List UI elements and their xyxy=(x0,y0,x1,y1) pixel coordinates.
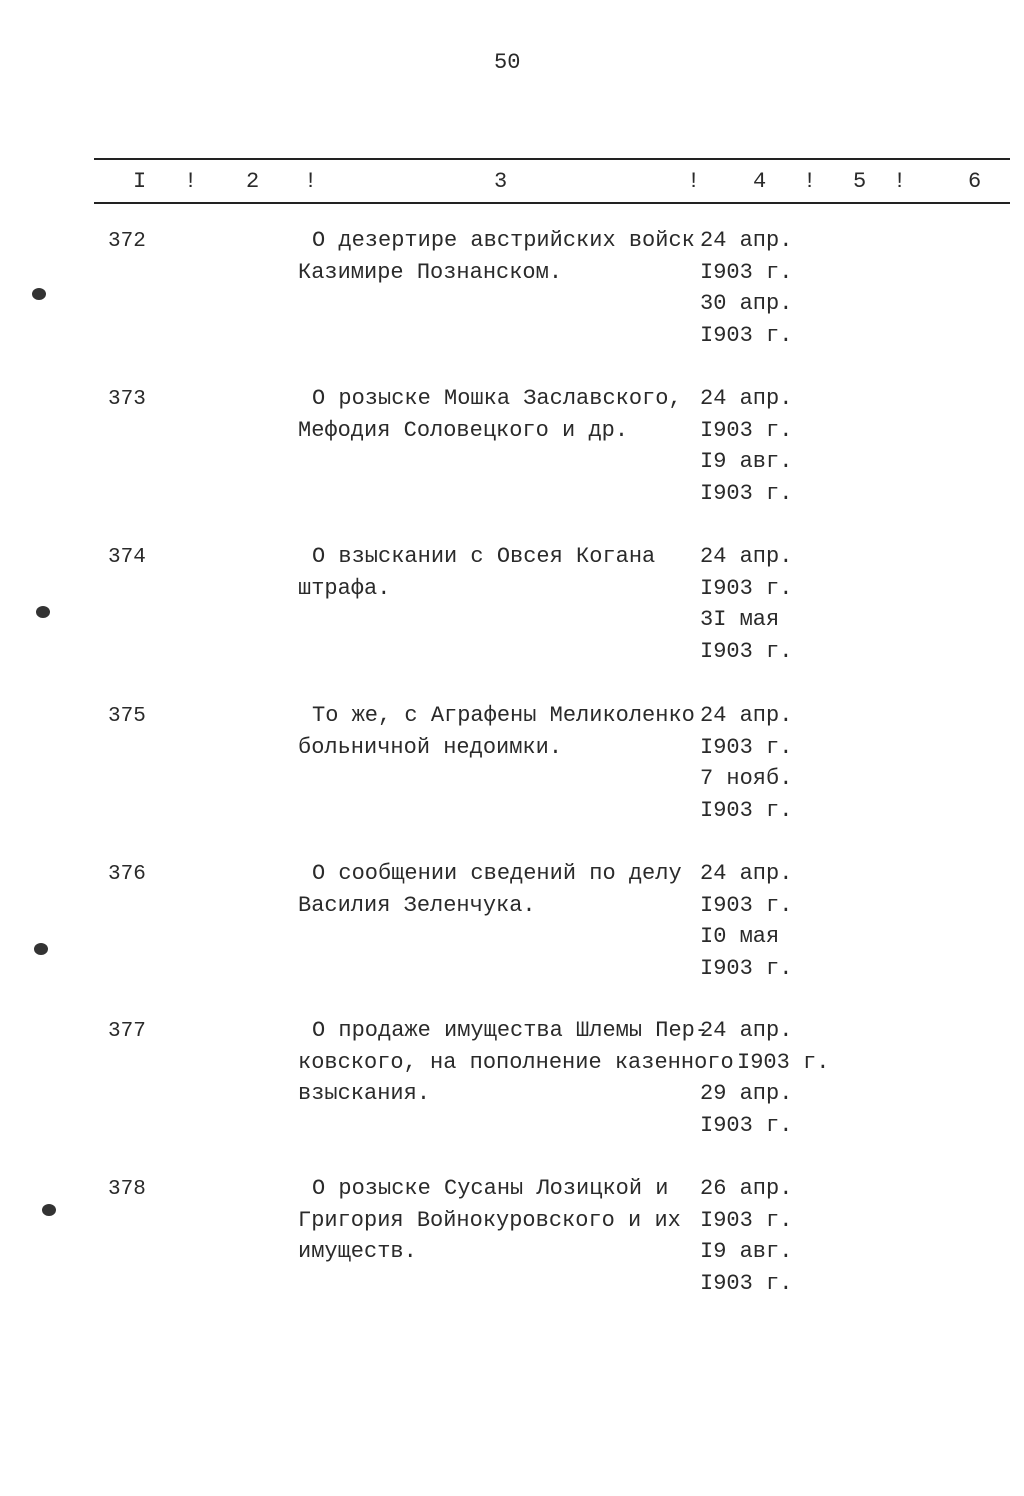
date-line: 24 апр. xyxy=(700,703,793,728)
date-line: I0 мая xyxy=(700,924,780,950)
date-line: 30 апр. xyxy=(700,291,793,317)
description-line: О продаже имущества Шлемы Пер- xyxy=(312,1018,709,1043)
table-row xyxy=(0,388,1024,538)
case-description xyxy=(298,1178,681,1273)
case-description xyxy=(298,230,695,293)
case-number: 377 xyxy=(108,1020,146,1043)
description-line: больничной недоимки. xyxy=(298,734,563,760)
date-line: I903 г. xyxy=(700,955,793,981)
date-line: I903 г. xyxy=(700,417,793,443)
hole-punch-mark xyxy=(34,943,48,955)
date-line: 7 нояб. xyxy=(700,766,793,792)
column-header-6: 6 xyxy=(968,169,982,194)
date-line: 24 апр. xyxy=(700,386,793,411)
column-separator: ! xyxy=(803,169,817,194)
column-header-2: 2 xyxy=(246,169,260,194)
column-separator: ! xyxy=(687,169,701,194)
table-row xyxy=(0,705,1024,855)
case-dates xyxy=(700,863,792,989)
date-line: I903 г. xyxy=(700,480,793,506)
date-line: 24 апр. xyxy=(700,861,793,886)
description-line: О розыске Сусаны Лозицкой и xyxy=(312,1176,669,1201)
case-dates xyxy=(700,705,792,831)
date-line: I9 авг. xyxy=(700,1239,793,1265)
table-row xyxy=(0,1178,1024,1328)
case-description xyxy=(298,863,682,926)
table-row xyxy=(0,230,1024,380)
date-line: 24 апр. xyxy=(700,544,793,569)
date-line: I903 г. xyxy=(700,1207,793,1233)
description-line: штрафа. xyxy=(298,575,391,601)
case-dates xyxy=(700,388,792,514)
page-number: 50 xyxy=(494,50,521,75)
table-row xyxy=(0,1020,1024,1170)
description-line: О дезертире австрийских войск xyxy=(312,228,695,253)
case-dates xyxy=(700,230,792,356)
date-line: 26 апр. xyxy=(700,1176,793,1201)
case-number: 378 xyxy=(108,1178,146,1201)
hole-punch-mark xyxy=(42,1204,56,1216)
date-line: I9 авг. xyxy=(700,449,793,475)
column-separator: ! xyxy=(184,169,198,194)
column-header-4: 4 xyxy=(753,169,767,194)
description-line: имуществ. xyxy=(298,1239,417,1265)
column-header-3: 3 xyxy=(494,169,508,194)
case-description xyxy=(298,1020,734,1115)
description-line: Василия Зеленчука. xyxy=(298,892,536,918)
description-line: Григория Войнокуровского и их xyxy=(298,1207,681,1233)
date-line: I903 г. xyxy=(700,322,793,348)
description-line: Казимире Познанском. xyxy=(298,259,563,285)
table-row xyxy=(0,546,1024,696)
column-separator: ! xyxy=(304,169,318,194)
case-number: 376 xyxy=(108,863,146,886)
description-line: То же, с Аграфены Меликоленко xyxy=(312,703,695,728)
column-header-5: 5 xyxy=(853,169,867,194)
date-line: I903 г. xyxy=(700,638,793,664)
column-header-1: I xyxy=(133,169,147,194)
case-number: 375 xyxy=(108,705,146,728)
case-number: 373 xyxy=(108,388,146,411)
case-dates xyxy=(700,1020,829,1146)
date-line: 29 апр. xyxy=(700,1081,793,1107)
date-line: I903 г. xyxy=(700,892,793,918)
description-line: О розыске Мошка Заславского, xyxy=(312,386,682,411)
case-dates xyxy=(700,546,792,672)
description-line: О взыскании с Овсея Когана xyxy=(312,544,656,569)
date-line: 3I мая xyxy=(700,607,780,633)
case-description xyxy=(298,546,655,609)
date-line: I903 г. xyxy=(700,734,793,760)
case-description xyxy=(298,388,682,451)
date-line: I903 г. xyxy=(737,1049,830,1075)
hole-punch-mark xyxy=(32,288,46,300)
table-row xyxy=(0,863,1024,1013)
date-line: I903 г. xyxy=(700,259,793,285)
date-line: I903 г. xyxy=(700,575,793,601)
date-line: 24 апр. xyxy=(700,1018,793,1043)
description-line: О сообщении сведений по делу xyxy=(312,861,682,886)
hole-punch-mark xyxy=(36,606,50,618)
header-top-rule xyxy=(94,158,1010,160)
date-line: I903 г. xyxy=(700,797,793,823)
column-separator: ! xyxy=(893,169,907,194)
description-line: взыскания. xyxy=(298,1081,431,1107)
case-description xyxy=(298,705,695,768)
case-number: 374 xyxy=(108,546,146,569)
date-line: I903 г. xyxy=(700,1270,793,1296)
case-dates xyxy=(700,1178,792,1304)
description-line: ковского, на пополнение казенного xyxy=(298,1049,734,1075)
date-line: I903 г. xyxy=(700,1112,793,1138)
description-line: Мефодия Соловецкого и др. xyxy=(298,417,629,443)
date-line: 24 апр. xyxy=(700,228,793,253)
case-number: 372 xyxy=(108,230,146,253)
header-bottom-rule xyxy=(94,202,1010,204)
